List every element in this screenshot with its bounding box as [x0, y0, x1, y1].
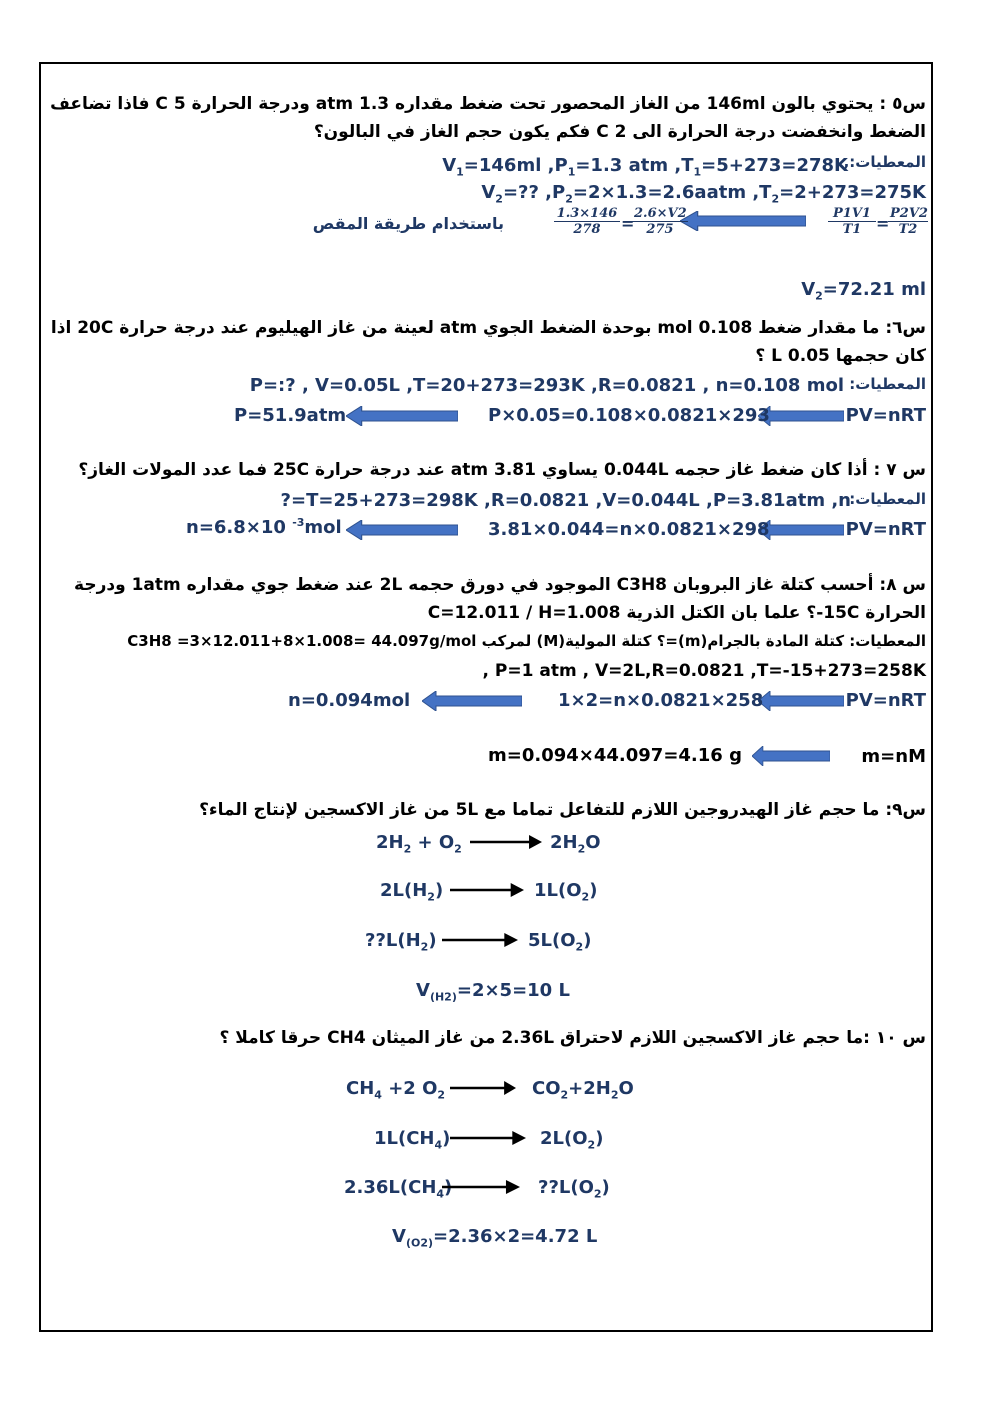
q5-line2: الضغط وانخفضت درجة الحرارة الى 2 C فكم يكون حجم الغاز في البالون؟ — [313, 122, 926, 142]
q10-line1: س ١٠ :ما حجم غاز الاكسجين اللازم لاحتراق 2.36L من غاز الميثان CH4 حرقا كاملا ؟ — [219, 1028, 926, 1048]
q8-formula: PV=nRT — [845, 690, 926, 711]
q10-reaction-arrow-icon — [450, 1080, 516, 1096]
q5-arrow-icon — [680, 211, 806, 231]
q5-answer: $V_2=72.21$ ml — [801, 279, 926, 303]
q7-arrow-icon — [758, 520, 844, 540]
q5-givens-1: $V_1=146ml$ $,P_1=1.3$ atm $,T_1=5+273=278K$ — [442, 155, 848, 179]
q7-answer: n=6.8×10 $^{-3}$mol — [186, 516, 342, 538]
q7-givens-label: المعطيات: — [849, 490, 926, 508]
q5-givens-2: $V_2=$?? $,P_2=2\times 1.3=2.6aatm$ $,T_2=2+273=275K$ — [481, 182, 926, 206]
q9-reaction-arrow-icon — [470, 834, 542, 850]
q8-substitution: 1×2=n×0.0821×258 — [558, 690, 764, 711]
q8-formula-2: m=nM — [861, 746, 926, 767]
q7-givens: T=25+273=298K ,R=0.0821 ,V=0.044L ,P=3.81atm ,n=? — [280, 490, 851, 511]
q7-substitution: 3.81×0.044=n×0.0821×298 — [488, 519, 770, 540]
q10-unknown-arrow-icon — [442, 1179, 520, 1195]
q5-fraction-p2v2-t2: $\frac{P2V2}{T2}$ — [890, 206, 928, 237]
q8-arrow-icon-3 — [752, 746, 830, 766]
q10-ratio-right: $2L(O_2)$ — [540, 1128, 604, 1152]
q10-unknown-right: $??L(O_2)$ — [538, 1177, 610, 1201]
q6-arrow-icon — [758, 406, 844, 426]
q9-unknown-left: $??L(H_2)$ — [365, 930, 437, 954]
q8-answer-m: m=0.094×44.097=4.16 g — [488, 745, 742, 766]
q5-equals-sign: = — [876, 214, 890, 233]
q5-line1: س٥ : يحتوي بالون 146ml من الغاز المحصور تحت ضغط مقداره 1.3 atm ودرجة الحرارة 5 C فاذا تضاعف — [50, 94, 926, 114]
q5-method-note: باستخدام طريقة المقص — [312, 214, 504, 233]
q6-arrow-icon-2 — [346, 406, 458, 426]
q6-givens: P=:? , V=0.05L ,T=20+273=293K ,R=0.0821 , n=0.108 mol — [249, 375, 844, 396]
q5-fraction-substituted-right: $\frac{2.6\times V2}{275}$ — [634, 206, 687, 237]
q7-formula: PV=nRT — [845, 519, 926, 540]
q5-givens-label: المعطيات:, — [843, 153, 926, 171]
q9-line1: س٩: ما حجم غاز الهيدروجين اللازم للتفاعل تماما مع 5L من غاز الاكسجين لإنتاج الماء؟ — [199, 800, 926, 820]
q6-answer: P=51.9atm — [234, 405, 347, 426]
q6-givens-label: المعطيات: — [849, 375, 926, 393]
q10-unknown-left: $2.36L(CH_4$ — [344, 1177, 445, 1201]
q9-answer: $V_{(H2)}=2\times 5=10$ L — [416, 980, 570, 1004]
q6-formula: PV=nRT — [845, 405, 926, 426]
q10-reaction-left: $CH_4 +2$ $O_2$ — [346, 1078, 446, 1102]
q9-ratio-right: $1L(O_2)$ — [534, 880, 598, 904]
q7-line1: س ٧ : أذا كان ضغط غاز حجمه 0.044L يساوي 3.81 atm عند درجة حرارة 25C فما عدد المولات الغاز؟ — [78, 460, 926, 480]
q8-line2: الحرارة 15C-؟ علما بان الكتل الذرية C=12.011 / H=1.008 — [427, 603, 926, 623]
q7-arrow-icon-2 — [346, 520, 458, 540]
q8-givens-line: المعطيات: كتلة المادة بالجرام(m)=؟ كتلة المولية(M) لمركب C3H8 =3×12.011+8×1.008= 44.097g/mol — [127, 632, 926, 650]
q9-unknown-arrow-icon — [442, 932, 518, 948]
q5-fraction-p1v1-t1: $\frac{P1V1}{T1}$ — [828, 206, 876, 237]
q8-arrow-icon — [758, 691, 844, 711]
q9-reaction-left: $2H_2 + O_2$ — [376, 832, 462, 856]
q9-unknown-right: $5L(O_2)$ — [528, 930, 592, 954]
q8-arrow-icon-2 — [422, 691, 522, 711]
q5-fraction-substituted-left: $\frac{1.3\times 146}{278}$ — [554, 206, 620, 237]
q10-ratio-arrow-icon — [450, 1130, 526, 1146]
q6-line2: كان حجمها 0.05 L ؟ — [755, 346, 926, 366]
q5-equals-sign-2: = — [621, 214, 635, 233]
q8-answer-n: n=0.094mol — [288, 690, 411, 711]
q10-answer: $V_{(O2)}=2.36\times 2=4.72$ L — [392, 1226, 598, 1250]
q10-ratio-left: $1L(CH_4)$ — [374, 1128, 451, 1152]
q8-line1: س ٨: أحسب كتلة غاز البروبان C3H8 الموجود في دورق حجمه 2L عند ضغط جوي مقداره 1atm ودرجة — [74, 575, 926, 595]
q9-ratio-left: $2L(H_2)$ — [380, 880, 444, 904]
q9-reaction-right: $2H_2O$ — [550, 832, 601, 856]
q6-line1: س٦: ما مقدار ضغط 0.108 mol بوحدة الضغط الجوي atm لعينة من غاز الهيليوم عند درجة حرارة 20C اذا — [50, 318, 926, 338]
q6-substitution: P×0.05=0.108×0.0821×293 — [488, 405, 770, 426]
q9-ratio-arrow-icon — [450, 882, 524, 898]
q8-givens-2: P=1 atm , V=2L,R=0.0821 ,T=-15+273=258K , — [482, 661, 926, 681]
q10-reaction-right: $CO_2+2H_2O$ — [532, 1078, 634, 1102]
